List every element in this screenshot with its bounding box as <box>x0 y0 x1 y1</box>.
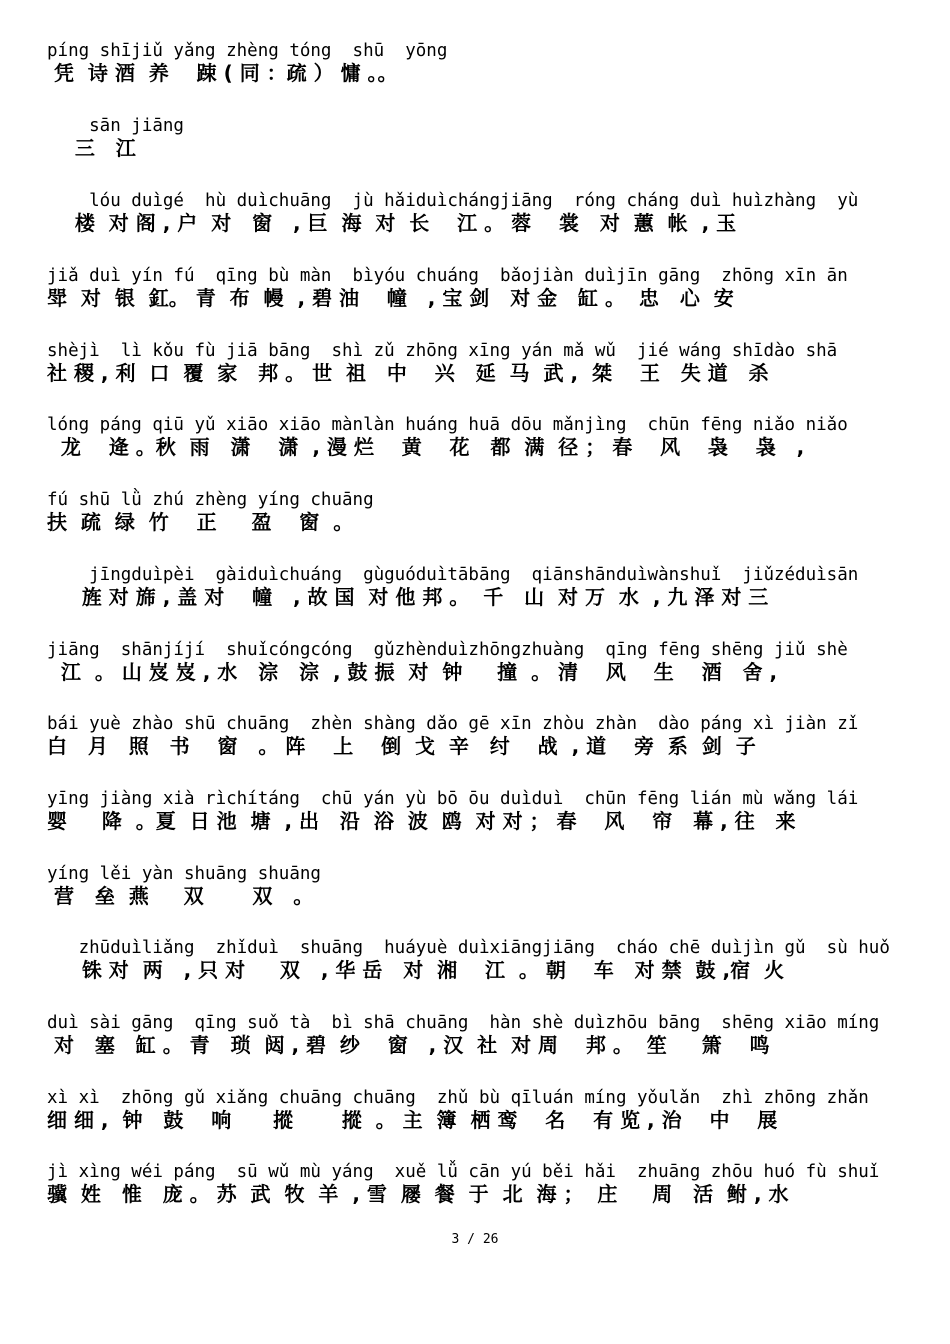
text-line <box>47 341 905 385</box>
pinyin-line: bái yuè zhào shū chuāng zhèn shàng dǎo gē xīn zhòu zhàn dào páng xì jiàn zǐ <box>47 714 859 734</box>
hanzi-line: 江 。 山 岌 岌 , 水 淙 淙 , 鼓 振 对 钟 撞 。 清 风 生 酒 舍 , <box>47 660 778 684</box>
pinyin-line: jiāng shānjíjí shuǐcóngcóng gǔzhènduìzhōngzhuàng qīng fēng shēng jiǔ shè <box>47 640 848 660</box>
text-line <box>47 789 905 833</box>
text-line <box>47 938 905 982</box>
pinyin-line: yíng lěi yàn shuāng shuāng <box>47 864 321 884</box>
pinyin-line: lóng páng qiū yǔ xiāo xiāo mànlàn huáng huā dōu mǎnjìng chūn fēng niǎo niǎo <box>47 415 848 435</box>
pinyin-line: jīngduìpèi gàiduìchuáng gùguóduìtābāng qiānshānduìwànshuǐ jiǔzéduìsān <box>47 565 859 585</box>
hanzi-line: 社 稷 , 利 口 覆 家 邦 。 世 祖 中 兴 延 马 武 , 桀 王 失 道 杀 <box>47 361 769 385</box>
text-line <box>47 1088 905 1132</box>
text-line <box>47 1162 905 1206</box>
hanzi-line: 凭 诗 酒 养 踈 ( 同 ：疏 ） 慵 。。 <box>47 61 398 85</box>
section-heading <box>47 116 905 160</box>
hanzi-line: 旌 对 旆 , 盖 对 幢 , 故 国 对 他 邦 。 千 山 对 万 水 , 九 泽 对 三 <box>47 585 769 609</box>
hanzi-line: 细 细 , 钟 鼓 响 摐 摐 。 主 簿 栖 鸾 名 有 览 , 治 中 展 <box>47 1108 778 1132</box>
text-line <box>47 191 905 235</box>
hanzi-line: 白 月 照 书 窗 。 阵 上 倒 戈 辛 纣 战 , 道 旁 系 剑 子 <box>47 734 756 758</box>
text-line <box>47 266 905 310</box>
pinyin-line: shèjì lì kǒu fù jiā bāng shì zǔ zhōng xīng yán mǎ wǔ jié wáng shīdào shā <box>47 341 838 361</box>
hanzi-line: 龙 逄 。秋 雨 潇 潇 , 漫 烂 黄 花 都 满 径 ； 春 风 袅 袅 , <box>47 435 805 459</box>
pinyin-line: sān jiāng <box>47 116 184 136</box>
pinyin-line: duì sài gāng qīng suǒ tà bì shā chuāng hàn shè duìzhōu bāng shēng xiāo míng <box>47 1013 880 1033</box>
hanzi-line: 营 垒 燕 双 双 。 <box>47 884 314 908</box>
pinyin-line: píng shījiǔ yǎng zhèng tóng shū yōng <box>47 41 448 61</box>
text-line <box>47 41 905 85</box>
pinyin-line: yīng jiàng xià rìchítáng chū yán yù bō ōu duìduì chūn fēng lián mù wǎng lái <box>47 789 859 809</box>
text-line <box>47 640 905 684</box>
hanzi-line: 楼 对 阁 , 户 对 窗 , 巨 海 对 长 江 。 蓉 裳 对 蕙 帐 , 玉 <box>47 211 737 235</box>
hanzi-line: 婴 降 。夏 日 池 塘 , 出 沿 浴 波 鸥 对 对 ； 春 风 帘 幕 , 往 来 <box>47 809 796 833</box>
pinyin-line: jì xìng wéi páng sū wǔ mù yáng xuě lǚ cān yú běi hǎi zhuāng zhōu huó fù shuǐ <box>47 1162 880 1182</box>
pinyin-line: fú shū lǜ zhú zhèng yíng chuāng <box>47 490 374 510</box>
hanzi-line: 铢 对 两 , 只 对 双 , 华 岳 对 湘 江 。 朝 车 对 禁 鼓 ,宿 火 <box>47 958 785 982</box>
pinyin-line: xì xì zhōng gǔ xiǎng chuāng chuāng zhǔ bù qīluán míng yǒulǎn zhì zhōng zhǎn <box>47 1088 869 1108</box>
pinyin-line: lóu duìgé hù duìchuāng jù hǎiduìchángjiāng róng cháng duì huìzhàng yù <box>47 191 859 211</box>
hanzi-line: 斝 对 银 釭。 青 布 幔 , 碧 油 幢 , 宝 剑 对 金 缸 。 忠 心 安 <box>47 286 734 310</box>
text-line <box>47 714 905 758</box>
text-line <box>47 1013 905 1057</box>
pinyin-line: jiǎ duì yín fú qīng bù màn bìyóu chuáng bǎojiàn duìjīn gāng zhōng xīn ān <box>47 266 848 286</box>
pinyin-line: zhūduìliǎng zhǐduì shuāng huáyuè duìxiāngjiāng cháo chē duìjìn gǔ sù huǒ <box>47 938 890 958</box>
hanzi-line: 骥 姓 惟 庞 。 苏 武 牧 羊 , 雪 屦 餐 于 北 海 ； 庄 周 活 鲋 , 水 <box>47 1182 789 1206</box>
hanzi-line: 三 江 <box>47 136 136 160</box>
hanzi-line: 扶 疏 绿 竹 正 盈 窗 。 <box>47 510 354 534</box>
page-number: 3 / 26 <box>451 1232 499 1247</box>
text-line <box>47 864 905 908</box>
text-line <box>47 565 905 609</box>
hanzi-line: 对 塞 缸 。 青 琐 闼 , 碧 纱 窗 , 汉 社 对 周 邦 。 笙 箫 鸣 <box>47 1033 770 1057</box>
text-line <box>47 415 905 459</box>
text-line <box>47 490 905 534</box>
